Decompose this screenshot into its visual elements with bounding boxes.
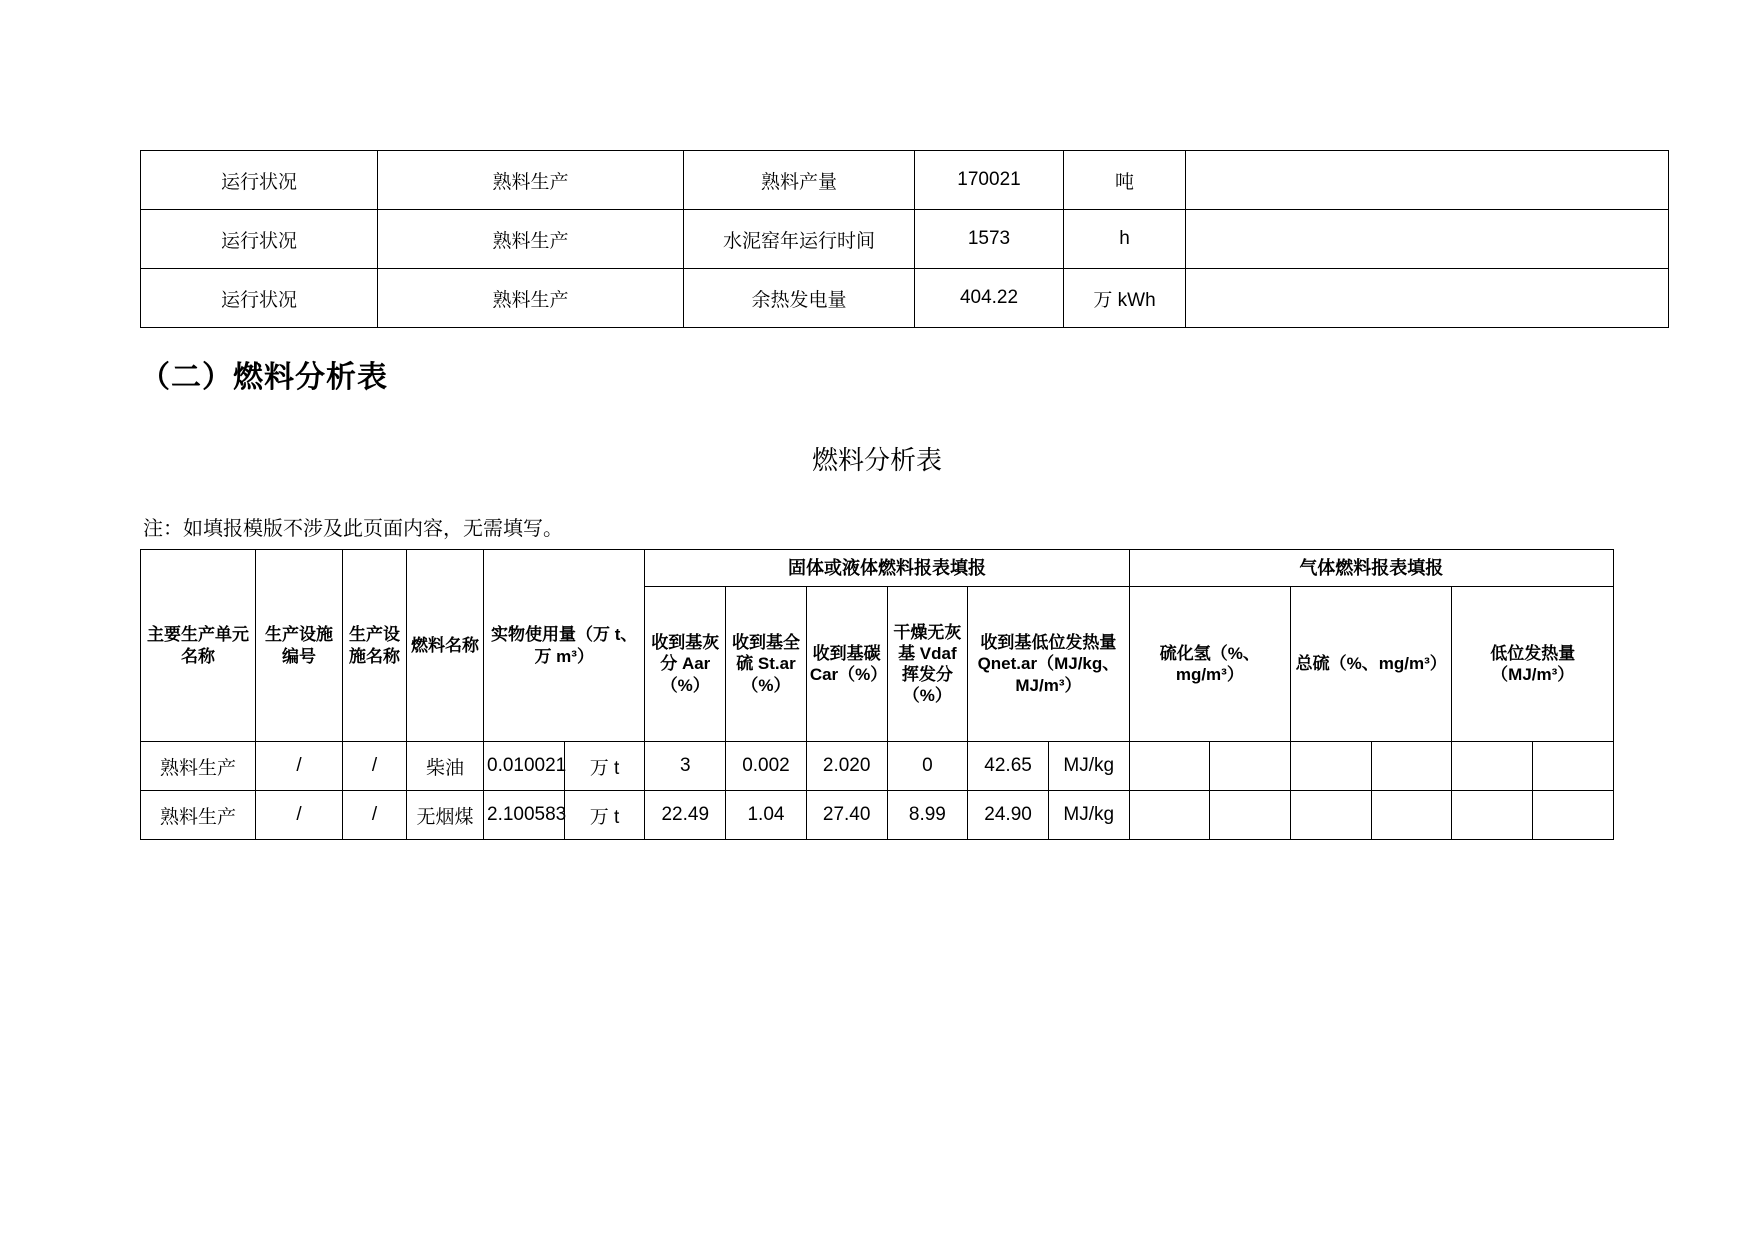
cell-usage-unit: 万 t [564, 742, 645, 791]
fuel-analysis-table [140, 549, 1614, 840]
cell-usage-value: 0.010021 [484, 742, 565, 791]
table-row [141, 742, 1614, 791]
header-h2s: 硫化氢（%、mg/m³） [1129, 587, 1290, 742]
header-qnet-ar: 收到基低位发热量 Qnet.ar（MJ/kg、MJ/m³） [968, 587, 1129, 742]
cell-value: 404.22 [915, 269, 1064, 328]
cell-category: 运行状况 [141, 269, 378, 328]
table-row [141, 791, 1614, 840]
cell-ash-aar: 3 [645, 742, 726, 791]
header-facility-name: 生产设施名称 [343, 550, 407, 742]
cell-low-heat-unit [1533, 791, 1614, 840]
cell-qnet-unit: MJ/kg [1048, 791, 1129, 840]
header-group-solid-liquid: 固体或液体燃料报表填报 [645, 550, 1129, 587]
cell-low-heat-value [1452, 791, 1533, 840]
cell-usage-value: 2.100583 [484, 791, 565, 840]
header-vdaf: 干燥无灰基 Vdaf 挥发分（%） [887, 587, 968, 742]
cell-facility-name: / [343, 791, 407, 840]
cell-usage-unit: 万 t [564, 791, 645, 840]
header-facility-no: 生产设施编号 [256, 550, 343, 742]
table-row [141, 151, 1669, 210]
cell-remark [1186, 210, 1669, 269]
cell-unit-name: 熟料生产 [141, 791, 256, 840]
group-header-row [141, 550, 1614, 587]
cell-total-sulfur-value [1291, 742, 1372, 791]
cell-remark [1186, 151, 1669, 210]
cell-low-heat-unit [1533, 742, 1614, 791]
cell-facility-name: / [343, 742, 407, 791]
cell-unit-name: 熟料生产 [141, 742, 256, 791]
cell-h2s-unit [1210, 791, 1291, 840]
header-fuel-name: 燃料名称 [407, 550, 484, 742]
cell-total-sulfur-value [1291, 791, 1372, 840]
cell-value: 1573 [915, 210, 1064, 269]
cell-qnet-value: 42.65 [968, 742, 1049, 791]
section-heading: （二）燃料分析表 [140, 361, 388, 394]
cell-h2s-unit [1210, 742, 1291, 791]
cell-facility-no: / [256, 742, 343, 791]
cell-ash-aar: 22.49 [645, 791, 726, 840]
cell-carbon-car: 27.40 [806, 791, 887, 840]
table-caption: 燃料分析表 [811, 446, 942, 475]
header-ash-aar: 收到基灰分 Aar（%） [645, 587, 726, 742]
cell-sulfur-star: 1.04 [726, 791, 807, 840]
header-usage: 实物使用量（万 t、万 m³） [484, 550, 645, 742]
note-text: 注：如填报模版不涉及此页面内容，无需填写。 [143, 518, 563, 540]
cell-qnet-unit: MJ/kg [1048, 742, 1129, 791]
header-total-sulfur: 总硫（%、mg/m³） [1291, 587, 1452, 742]
header-sulfur-star: 收到基全硫 St.ar（%） [726, 587, 807, 742]
cell-process: 熟料生产 [378, 269, 684, 328]
header-carbon-car: 收到基碳 Car（%） [806, 587, 887, 742]
cell-sulfur-star: 0.002 [726, 742, 807, 791]
cell-low-heat-value [1452, 742, 1533, 791]
cell-total-sulfur-unit [1371, 791, 1452, 840]
cell-total-sulfur-unit [1371, 742, 1452, 791]
header-low-heat: 低位发热量（MJ/m³） [1452, 587, 1614, 742]
cell-unit: h [1064, 210, 1186, 269]
header-unit-name: 主要生产单元名称 [141, 550, 256, 742]
operation-status-table [140, 150, 1669, 328]
cell-vdaf: 0 [887, 742, 968, 791]
cell-h2s-value [1129, 742, 1210, 791]
cell-indicator: 余热发电量 [684, 269, 915, 328]
cell-carbon-car: 2.020 [806, 742, 887, 791]
cell-indicator: 水泥窑年运行时间 [684, 210, 915, 269]
cell-indicator: 熟料产量 [684, 151, 915, 210]
cell-process: 熟料生产 [378, 210, 684, 269]
cell-category: 运行状况 [141, 210, 378, 269]
cell-fuel-name: 柴油 [407, 742, 484, 791]
cell-facility-no: / [256, 791, 343, 840]
table-row [141, 269, 1669, 328]
table-row [141, 210, 1669, 269]
cell-unit: 万 kWh [1064, 269, 1186, 328]
cell-value: 170021 [915, 151, 1064, 210]
cell-fuel-name: 无烟煤 [407, 791, 484, 840]
cell-remark [1186, 269, 1669, 328]
cell-qnet-value: 24.90 [968, 791, 1049, 840]
cell-category: 运行状况 [141, 151, 378, 210]
cell-vdaf: 8.99 [887, 791, 968, 840]
cell-process: 熟料生产 [378, 151, 684, 210]
cell-unit: 吨 [1064, 151, 1186, 210]
header-group-gas: 气体燃料报表填报 [1129, 550, 1613, 587]
cell-h2s-value [1129, 791, 1210, 840]
